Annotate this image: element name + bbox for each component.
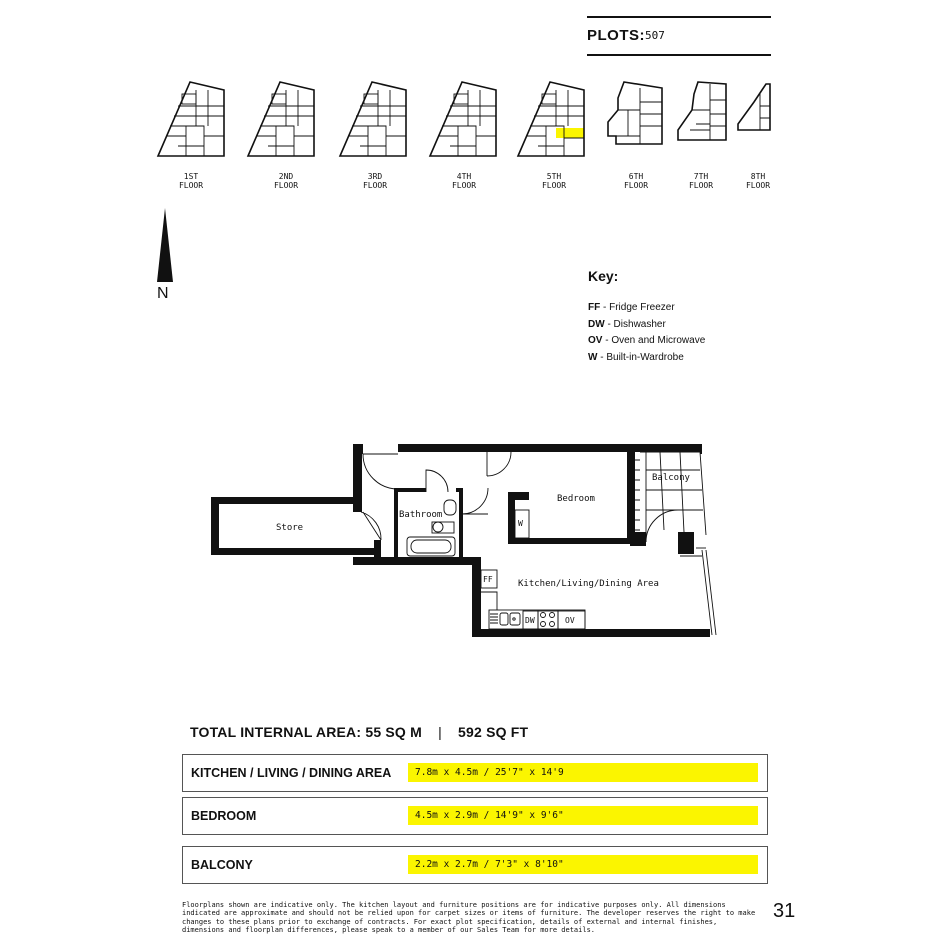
room-name: BALCONY	[191, 858, 253, 872]
plots-value: 507	[645, 29, 665, 42]
balcony-label: Balcony	[652, 473, 690, 483]
kitchen-label: Kitchen/Living/Dining Area	[518, 579, 659, 589]
key-title: Key:	[588, 268, 619, 284]
room-name: BEDROOM	[191, 809, 257, 823]
room-row-kitchen	[182, 754, 768, 792]
w-label: W	[518, 519, 523, 528]
key-item-w: W - Built-in-Wardrobe	[588, 351, 684, 363]
area-label: TOTAL INTERNAL AREA:	[190, 724, 362, 740]
floor-2-label[interactable]: 2ND FLOOR	[273, 172, 299, 190]
room-dimensions: 2.2m x 2.7m / 7'3" x 8'10"	[408, 855, 758, 874]
floor-6-label[interactable]: 6TH FLOOR	[623, 172, 649, 190]
ov-label: OV	[565, 616, 575, 625]
north-label: N	[157, 285, 169, 302]
page-number: 31	[773, 900, 796, 922]
plots-label: PLOTS:	[587, 27, 646, 44]
floor-1-label[interactable]: 1ST FLOOR	[178, 172, 204, 190]
room-dimensions: 4.5m x 2.9m / 14'9" x 9'6"	[408, 806, 758, 825]
room-dimensions: 7.8m x 4.5m / 25'7" x 14'9	[408, 763, 758, 782]
floor-8-label[interactable]: 8TH FLOOR	[745, 172, 771, 190]
disclaimer: Floorplans shown are indicative only. The kitchen layout and furniture positions are for indicative purposes only. All dimensions indicated are approximate and should not be relied upon for carpet sizes or items of furniture. The developer reserves the right to make changes to these plans prior to exchange of contracts. For exact plot specification, details of external and internal finishes, dimensions and floorplan differences, please speak to a member of our Sales Team for more details.	[182, 901, 756, 934]
bathroom-label: Bathroom	[399, 510, 443, 520]
ff-label: FF	[483, 575, 493, 584]
area-sqm: 55 SQ M	[365, 724, 422, 740]
room-name: KITCHEN / LIVING / DINING AREA	[191, 766, 392, 780]
floor-5-label[interactable]: 5TH FLOOR	[541, 172, 567, 190]
room-row-bedroom	[182, 797, 768, 835]
floor-7-label[interactable]: 7TH FLOOR	[688, 172, 714, 190]
key-item-dw: DW - Dishwasher	[588, 318, 666, 330]
key-item-ff: FF - Fridge Freezer	[588, 302, 675, 313]
walls	[211, 444, 710, 637]
dw-label: DW	[525, 616, 535, 625]
area-separator: |	[438, 724, 442, 740]
bedroom-label: Bedroom	[557, 494, 595, 504]
key-item-ov: OV - Oven and Microwave	[588, 335, 706, 346]
area-sqft: 592 SQ FT	[458, 724, 529, 740]
room-row-balcony	[182, 846, 768, 884]
floor-3-label[interactable]: 3RD FLOOR	[362, 172, 388, 190]
store-label: Store	[276, 523, 304, 533]
total-internal-area	[190, 724, 528, 740]
floor-4-label[interactable]: 4TH FLOOR	[451, 172, 477, 190]
